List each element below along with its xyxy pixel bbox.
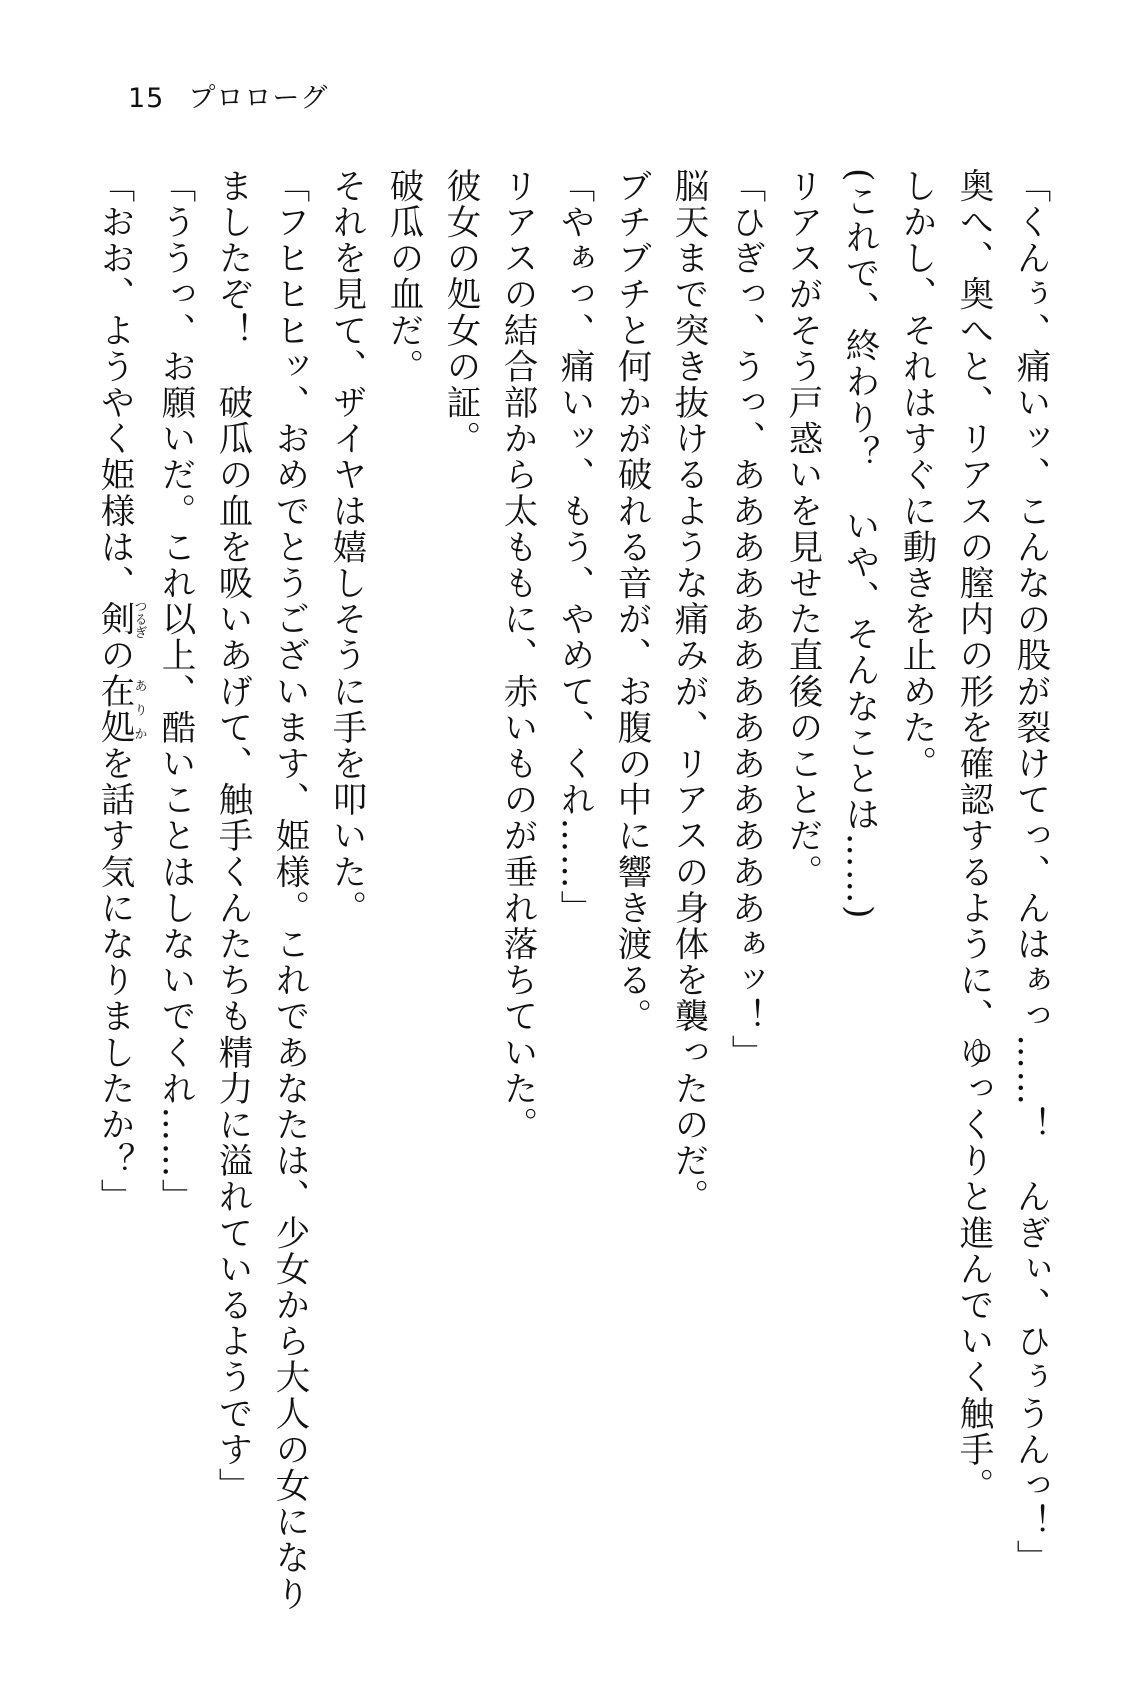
text-line: 「フヒヒヒッ、おめでとうございます、姫様。これであなたは、少女から大人の女になり <box>269 168 309 1612</box>
text-line-last <box>85 168 146 1628</box>
last-line-start: 「おお、ようやく姫様は、 <box>94 168 134 602</box>
text-line: (これで、終わり？ いや、そんなことは……) <box>839 168 879 921</box>
text-line: 「ひぎっ、うっ、あああああああああああああぁッ！」 <box>725 168 765 1071</box>
text-line: それを見て、ザイヤは嬉しそうに手を叩いた。 <box>326 168 366 927</box>
text-line: 「くんぅ、痛いッ、こんなの股が裂けてっ、んはぁっ……！ んぎぃ、ひぅうんっ！」 <box>1010 168 1050 1576</box>
text-line: リアスの結合部から太ももに、赤いものが垂れ落ちていた。 <box>497 168 537 1143</box>
page-number: 15 <box>128 83 165 114</box>
text-line: 破瓜の血だ。 <box>383 168 423 385</box>
ruby-reading: ありか <box>131 673 147 746</box>
text-line: 「ううっ、お願いだ。これ以上、酷いことはしないでくれ……」 <box>155 168 195 1215</box>
page-header <box>128 76 328 115</box>
text-line: しかし、それはすぐに動きを止めた。 <box>896 168 936 782</box>
last-line-middle: の <box>94 637 134 674</box>
ruby-sword <box>94 599 147 639</box>
text-line: 彼女の処女の証。 <box>440 168 480 457</box>
text-line: 奥へ、奥へと、リアスの膣内の形を確認するように、ゆっくりと進んでいく触手。 <box>953 168 993 1504</box>
ruby-base: 在処 <box>94 673 134 746</box>
text-line: 「やぁっ、痛いッ、もう、やめて、くれ……」 <box>554 168 594 927</box>
ruby-base: 剣 <box>94 599 134 639</box>
text-line: リアスがそう戸惑いを見せた直後のことだ。 <box>782 168 822 890</box>
body-text <box>94 168 1058 1628</box>
ruby-reading: つるぎ <box>131 599 147 639</box>
last-line-end: を話す気になりましたか？」 <box>94 745 134 1215</box>
text-line: 脳天まで突き抜けるような痛みが、リアスの身体を襲ったのだ。 <box>668 168 708 1215</box>
text-line: ましたぞ！ 破瓜の血を吸いあげて、触手くんたちも精力に溢れているようです」 <box>212 168 252 1504</box>
text-line: ブチブチと何かが破れる音が、お腹の中に響き渡る。 <box>611 168 651 1035</box>
chapter-title: プロローグ <box>188 83 329 114</box>
ruby-whereabouts <box>94 673 147 746</box>
